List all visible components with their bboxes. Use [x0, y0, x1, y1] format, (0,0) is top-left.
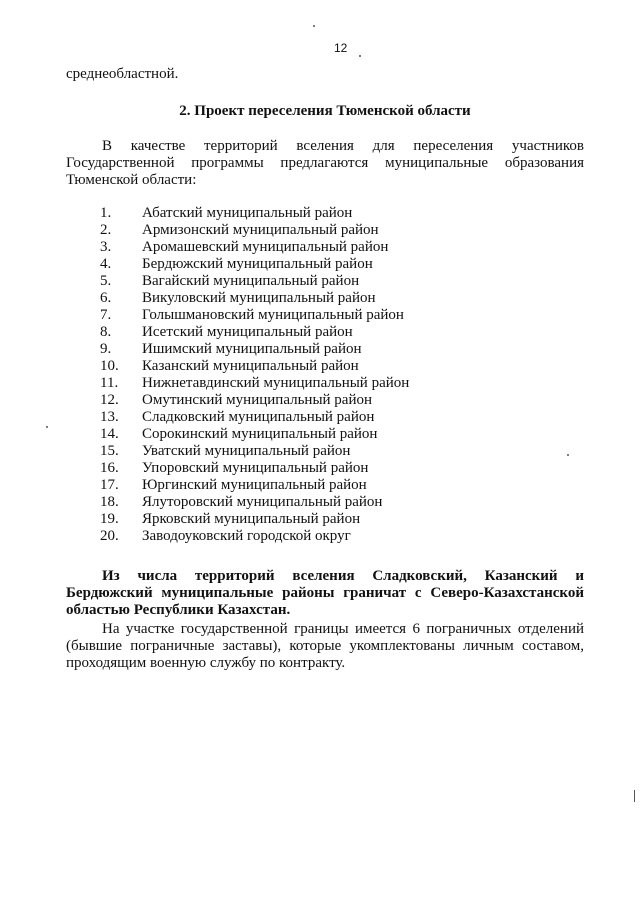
- intro-paragraph: В качестве территорий вселения для переселения участников Государственной программы предлагаются муниципальные образования Тюменской области:: [66, 138, 584, 188]
- list-item-name: Викуловский муниципальный район: [142, 290, 376, 306]
- list-item-name: Казанский муниципальный район: [142, 358, 359, 374]
- section-heading: 2. Проект переселения Тюменской области: [179, 103, 471, 119]
- list-item: [100, 205, 409, 222]
- list-item: [100, 409, 409, 426]
- list-item-name: Армизонский муниципальный район: [142, 222, 379, 238]
- list-item-name: Сорокинский муниципальный район: [142, 426, 378, 442]
- list-item-number: 4.: [100, 256, 112, 272]
- frontier-paragraph: На участке государственной границы имеется 6 пограничных отделений (бывшие пограничные заставы), которые укомплектованы личным составом, проходящим военную службу по контракту.: [66, 621, 584, 671]
- list-item-number: 11.: [100, 375, 119, 391]
- list-item-name: Сладковский муниципальный район: [142, 409, 375, 425]
- list-item: [100, 375, 409, 392]
- continuation-text: среднеобластной.: [66, 66, 179, 82]
- list-item-name: Уватский муниципальный район: [142, 443, 351, 459]
- list-item: [100, 494, 409, 511]
- list-item: [100, 307, 409, 324]
- list-item-name: Заводоуковский городской округ: [142, 528, 351, 544]
- scan-speck: [567, 454, 569, 456]
- list-item-name: Упоровский муниципальный район: [142, 460, 369, 476]
- list-item-number: 10.: [100, 358, 119, 374]
- list-item: [100, 443, 409, 460]
- scan-speck: [46, 426, 48, 428]
- list-item: [100, 392, 409, 409]
- list-item-name: Ишимский муниципальный район: [142, 341, 362, 357]
- list-item-number: 20.: [100, 528, 119, 544]
- list-item-number: 14.: [100, 426, 119, 442]
- list-item: [100, 222, 409, 239]
- municipality-list: [100, 205, 409, 545]
- list-item-number: 1.: [100, 205, 112, 221]
- list-item-name: Абатский муниципальный район: [142, 205, 353, 221]
- list-item: [100, 341, 409, 358]
- scan-speck: [634, 790, 635, 802]
- list-item-number: 6.: [100, 290, 112, 306]
- border-paragraph: Из числа территорий вселения Сладковский, Казанский и Бердюжский муниципальные районы граничат с Северо-Казахстанской областью Республики Казахстан.: [66, 568, 584, 618]
- page-number: 12: [334, 41, 348, 55]
- list-item: [100, 290, 409, 307]
- list-item-name: Исетский муниципальный район: [142, 324, 353, 340]
- list-item-name: Ярковский муниципальный район: [142, 511, 361, 527]
- list-item: [100, 256, 409, 273]
- list-item-number: 18.: [100, 494, 119, 510]
- list-item-name: Бердюжский муниципальный район: [142, 256, 373, 272]
- list-item-number: 17.: [100, 477, 119, 493]
- list-item-number: 2.: [100, 222, 112, 238]
- list-item: [100, 324, 409, 341]
- list-item-name: Аромашевский муниципальный район: [142, 239, 389, 255]
- list-item-number: 9.: [100, 341, 112, 357]
- list-item-number: 7.: [100, 307, 112, 323]
- scan-speck: [359, 55, 361, 57]
- list-item-number: 5.: [100, 273, 112, 289]
- list-item: [100, 358, 409, 375]
- scan-speck: [313, 25, 315, 27]
- list-item: [100, 528, 409, 545]
- list-item: [100, 477, 409, 494]
- list-item-number: 16.: [100, 460, 119, 476]
- list-item-name: Голышмановский муниципальный район: [142, 307, 404, 323]
- list-item: [100, 426, 409, 443]
- list-item-number: 19.: [100, 511, 119, 527]
- list-item-number: 12.: [100, 392, 119, 408]
- list-item: [100, 239, 409, 256]
- list-item-name: Омутинский муниципальный район: [142, 392, 373, 408]
- list-item-number: 15.: [100, 443, 119, 459]
- list-item-number: 3.: [100, 239, 112, 255]
- list-item-number: 8.: [100, 324, 112, 340]
- list-item-number: 13.: [100, 409, 119, 425]
- list-item: [100, 273, 409, 290]
- list-item-name: Ялуторовский муниципальный район: [142, 494, 383, 510]
- list-item-name: Юргинский муниципальный район: [142, 477, 367, 493]
- list-item: [100, 511, 409, 528]
- list-item: [100, 460, 409, 477]
- list-item-name: Нижнетавдинский муниципальный район: [142, 375, 410, 391]
- list-item-name: Вагайский муниципальный район: [142, 273, 360, 289]
